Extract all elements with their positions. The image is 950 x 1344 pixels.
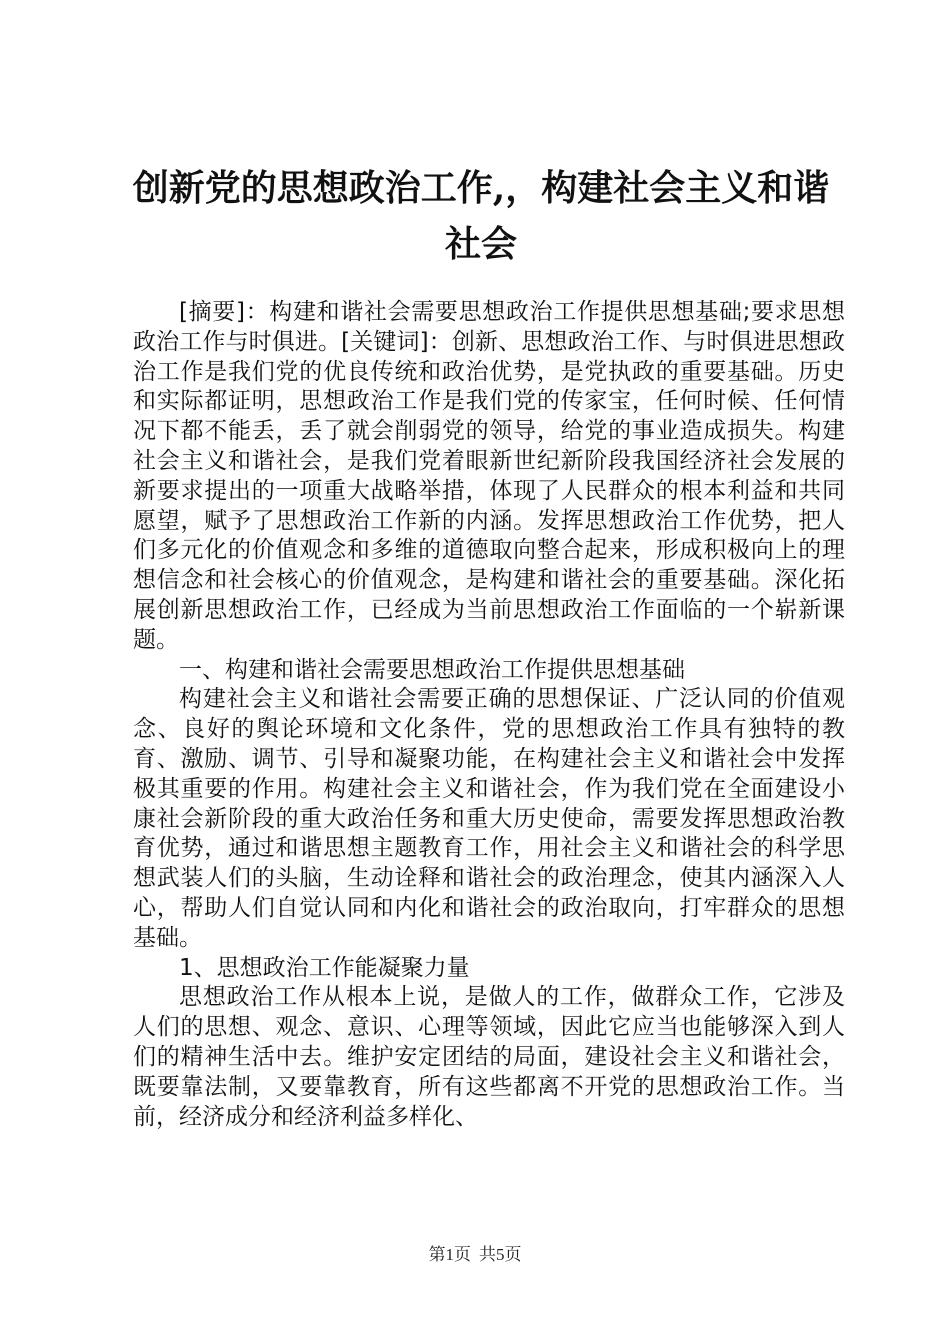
section-heading: 一、构建和谐社会需要思想政治工作提供思想基础 [179, 656, 685, 683]
body-paragraph: 思想政治工作从根本上说，是做人的工作，做群众工作，它涉及人们的思想、观念、意识、心理等领域，因此它应当也能够深入到人们的精神生活中去。维护安定团结的局面，建设社会主义和谐社会，既要靠法制，又要靠教育，所有这些都离不开党的思想政治工作。当前，经济成分和经济利益多样化、 [133, 984, 845, 1130]
body-paragraph: 构建社会主义和谐社会需要正确的思想保证、广泛认同的价值观念、良好的舆论环境和文化条件，党的思想政治工作具有独特的教育、激励、调节、引导和凝聚功能，在构建社会主义和谐社会中发挥极其重要的作用。构建社会主义和谐社会，作为我们党在全面建设小康社会新阶段的重大政治任务和重大历史使命，需要发挥思想政治教育优势，通过和谐思想主题教育工作，用社会主义和谐社会的科学思想武装人们的头脑，生动诠释和谐社会的政治理念，使其内涵深入人心，帮助人们自觉认同和内化和谐社会的政治取向，打牢群众的思想基础。 [133, 686, 845, 951]
page-total: 共5页 [479, 1245, 522, 1264]
subsection-heading: 1、思想政治工作能凝聚力量 [179, 954, 470, 981]
abstract-paragraph: [摘要]：构建和谐社会需要思想政治工作提供思想基础;要求思想政治工作与时俱进。[关键词]：创新、思想政治工作、与时俱进思想政治工作是我们党的优良传统和政治优势，是党执政的重要基础。历史和实际都证明，思想政治工作是我们党的传家宝，任何时候、任何情况下都不能丢，丢了就会削弱党的领导，给党的事业造成损失。构建社会主义和谐社会，是我们党着眼新世纪新阶段我国经济社会发展的新要求提出的一项重大战略举措，体现了人民群众的根本利益和共同愿望，赋予了思想政治工作新的内涵。发挥思想政治工作优势，把人们多元化的价值观念和多维的道德取向整合起来，形成积极向上的理想信念和社会核心的价值观念，是构建和谐社会的重要基础。深化拓展创新思想政治工作，已经成为当前思想政治工作面临的一个崭新课题。 [133, 299, 845, 653]
page-number: 第1页 [428, 1245, 471, 1264]
document-body [133, 298, 845, 1132]
document-title: 创新党的思想政治工作,，构建社会主义和谐社会 [132, 167, 830, 265]
page-footer [0, 1244, 950, 1266]
